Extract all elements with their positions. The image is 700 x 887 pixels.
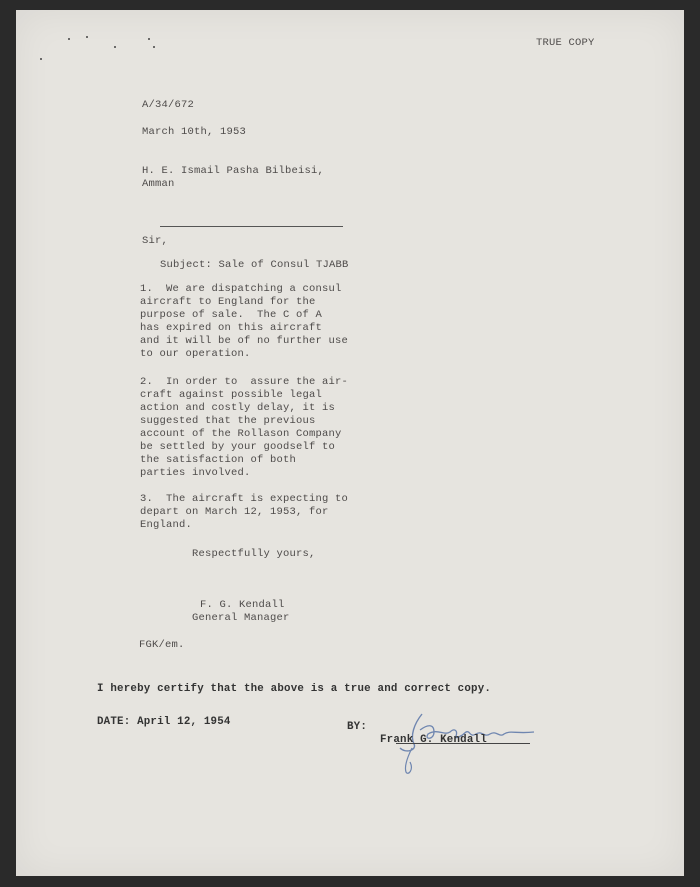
certification-statement: I hereby certify that the above is a true and correct copy. [97, 683, 492, 695]
paragraph-2: 2. In order to assure the air- craft against possible legal action and costly delay, it is suggested that the previous account of the Rollason Company be settled by your goodself to the satisfaction of both parties involved. [140, 376, 349, 479]
salutation: Sir, [142, 235, 169, 247]
paragraph-3: 3. The aircraft is expecting to depart on March 12, 1953, for England. [140, 493, 349, 531]
by-label: BY: [347, 721, 368, 733]
certification-date: DATE: April 12, 1954 [97, 716, 231, 728]
certifier-name: Frank G. Kendall [380, 734, 487, 746]
paragraph-1: 1. We are dispatching a consul aircraft to England for the purpose of sale. The C of A has expired on this aircraft and it will be of no further use to our operation. [140, 283, 349, 360]
letter-date: March 10th, 1953 [142, 126, 247, 138]
true-copy-label: TRUE COPY [536, 37, 595, 49]
closing: Respectfully yours, [192, 548, 316, 560]
handwritten-signature [384, 710, 554, 785]
subject-line: Subject: Sale of Consul TJABB [160, 259, 349, 271]
typist-initials: FGK/em. [139, 639, 185, 651]
document-page [16, 10, 684, 876]
address-divider [160, 226, 343, 227]
signer-title: General Manager [192, 612, 290, 624]
recipient-name: H. E. Ismail Pasha Bilbeisi, [142, 165, 325, 177]
reference-number: A/34/672 [142, 99, 195, 111]
recipient-city: Amman [142, 178, 175, 190]
signer-name: F. G. Kendall [200, 599, 285, 611]
